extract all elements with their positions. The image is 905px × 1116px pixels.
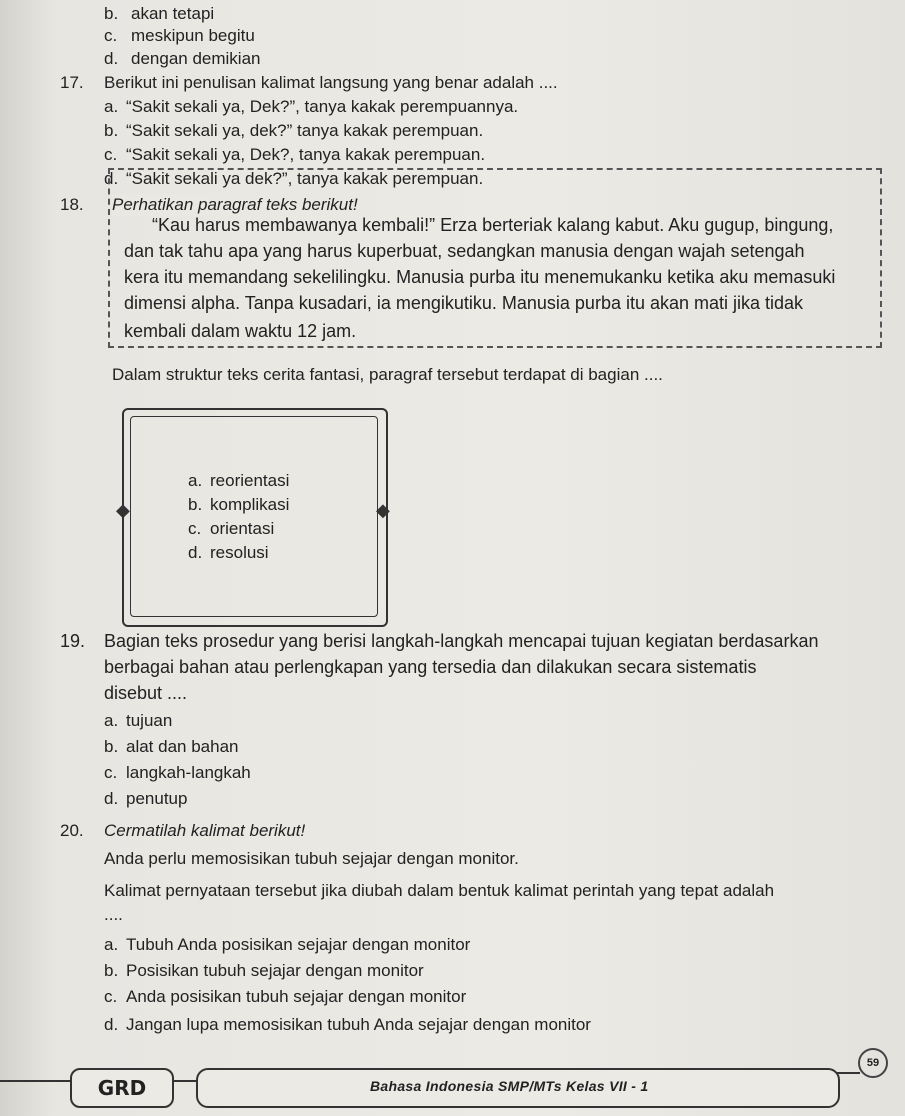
q20-option-a-text: Tubuh Anda posisikan sejajar dengan monitor	[126, 935, 471, 954]
q17-option-c-text: “Sakit sekali ya, Dek?, tanya kakak perempuan.	[126, 145, 486, 164]
q17-number: 17.	[60, 73, 84, 92]
q18-option-a-letter: a.	[188, 471, 203, 490]
q18-instruction: Perhatikan paragraf teks berikut!	[112, 194, 364, 216]
page-number: 59	[858, 1048, 888, 1078]
q16-option-b-text: akan tetapi	[131, 4, 215, 23]
q19-option-b-text: alat dan bahan	[126, 737, 239, 756]
q19-question-line-1: Bagian teks prosedur yang berisi langkah-langkah mencapai tujuan kegiatan berdasarkan	[104, 631, 819, 651]
q18-option-c-text: orientasi	[210, 519, 275, 538]
q18-paragraph-line-5: kembali dalam waktu 12 jam.	[124, 321, 357, 341]
q19-option-a-letter: a.	[104, 711, 119, 730]
q17-option-d-letter: d.	[104, 169, 119, 188]
frame-ornament-left-icon: ◆	[116, 500, 130, 520]
q16-option-c-text: meskipun begitu	[131, 26, 255, 45]
q20-option-c-letter: c.	[104, 987, 118, 1006]
q16-option-b-letter: b.	[104, 4, 119, 23]
q17-option-a-letter: a.	[104, 97, 119, 116]
q19-question-line-3: disebut ....	[104, 683, 188, 703]
q20-option-d-letter: d.	[104, 1015, 119, 1034]
q19-option-d-letter: d.	[104, 789, 119, 808]
footer-rule-right	[836, 1072, 860, 1074]
q18-question: Dalam struktur teks cerita fantasi, paragraf tersebut terdapat di bagian ....	[112, 365, 663, 384]
q20-instruction: Cermatilah kalimat berikut!	[104, 821, 306, 840]
footer-rule-left	[0, 1080, 72, 1082]
q20-question: Kalimat pernyataan tersebut jika diubah dalam bentuk kalimat perintah yang tepat adalah	[104, 881, 775, 900]
q20-option-d-text: Jangan lupa memosisikan tubuh Anda sejajar dengan monitor	[126, 1015, 591, 1034]
q19-option-b-letter: b.	[104, 737, 119, 756]
footer-rule-middle	[170, 1080, 198, 1082]
q16-option-c-letter: c.	[104, 26, 118, 45]
q16-option-d-letter: d.	[104, 49, 119, 68]
footer-book-title: Bahasa Indonesia SMP/MTs Kelas VII - 1	[370, 1078, 649, 1094]
q18-paragraph-line-4: dimensi alpha. Tanpa kusadari, ia mengikutiku. Manusia purba itu akan mati jika tidak	[124, 293, 804, 313]
q18-option-d-text: resolusi	[210, 543, 269, 562]
q20-option-b-letter: b.	[104, 961, 119, 980]
q18-option-a-text: reorientasi	[210, 471, 290, 490]
q18-option-b-text: komplikasi	[210, 495, 290, 514]
q17-option-b-text: “Sakit sekali ya, dek?” tanya kakak perempuan.	[126, 121, 484, 140]
q17-option-a-text: “Sakit sekali ya, Dek?”, tanya kakak perempuannya.	[126, 97, 519, 116]
q18-option-b-letter: b.	[188, 495, 203, 514]
q19-number: 19.	[60, 631, 86, 651]
q18-paragraph-line-2: dan tak tahu apa yang harus kuperbuat, sedangkan manusia dengan wajah setengah	[124, 241, 805, 261]
q20-sentence: Anda perlu memosisikan tubuh sejajar dengan monitor.	[104, 849, 519, 868]
q18-option-c-letter: c.	[188, 519, 202, 538]
q20-ellipsis: ....	[104, 905, 123, 924]
q17-option-c-letter: c.	[104, 145, 118, 164]
q17-option-b-letter: b.	[104, 121, 119, 140]
q17-question: Berikut ini penulisan kalimat langsung yang benar adalah ....	[104, 73, 558, 92]
q19-option-c-letter: c.	[104, 763, 118, 782]
q18-number: 18.	[60, 195, 84, 214]
q19-option-d-text: penutup	[126, 789, 188, 808]
q18-paragraph-line-3: kera itu memandang sekelilingku. Manusia purba itu menemukanku ketika aku memasuki	[124, 267, 836, 287]
q18-paragraph-line-1: “Kau harus membawanya kembali!” Erza berteriak kalang kabut. Aku gugup, bingung,	[152, 215, 834, 235]
q18-option-d-letter: d.	[188, 543, 203, 562]
q19-option-a-text: tujuan	[126, 711, 173, 730]
q16-option-d-text: dengan demikian	[131, 49, 261, 68]
q20-option-b-text: Posisikan tubuh sejajar dengan monitor	[126, 961, 424, 980]
q19-question-line-2: berbagai bahan atau perlengkapan yang tersedia dan dilakukan secara sistematis	[104, 657, 757, 677]
q20-number: 20.	[60, 821, 84, 840]
q17-option-d-text: “Sakit sekali ya dek?”, tanya kakak perempuan.	[126, 169, 484, 188]
frame-ornament-right-icon: ◆	[376, 500, 390, 520]
q20-option-a-letter: a.	[104, 935, 119, 954]
q19-option-c-text: langkah-langkah	[126, 763, 251, 782]
q20-option-c-text: Anda posisikan tubuh sejajar dengan monitor	[126, 987, 467, 1006]
options-frame-inner	[130, 416, 378, 617]
footer-brand-badge: GRD	[70, 1068, 174, 1108]
